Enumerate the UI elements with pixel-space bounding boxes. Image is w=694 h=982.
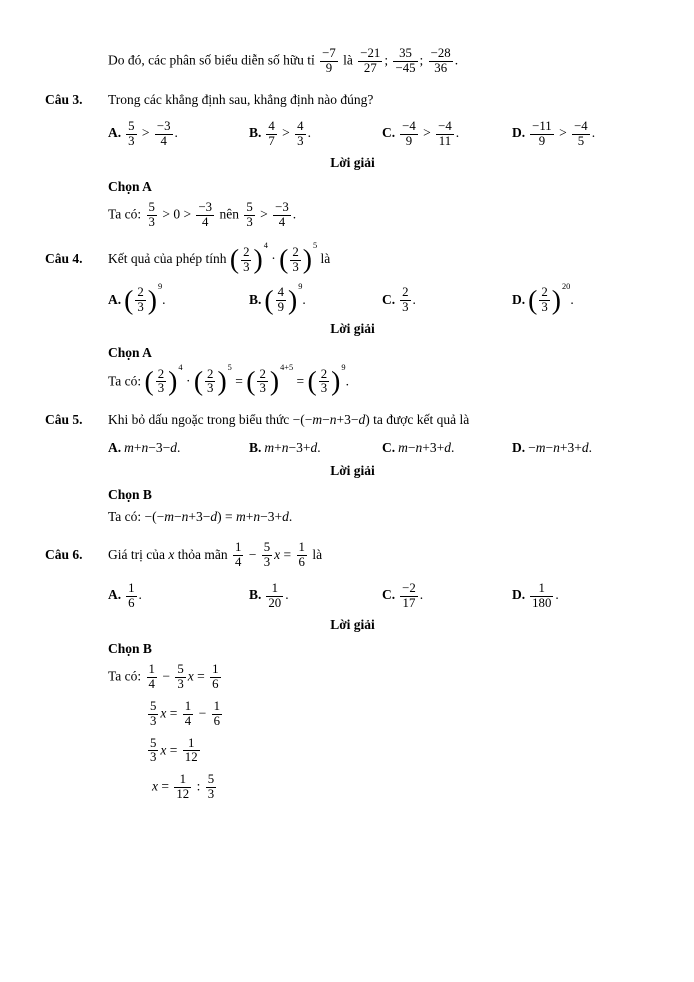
big-paren-open: ( [144,365,154,397]
fraction: $\frac{2}{3}$ [541,285,548,315]
fraction: $\frac{5}{3}$ [207,772,215,802]
option-key: A. [108,291,122,307]
fraction: $\frac{2}{3}$ [137,285,144,315]
fraction: $\frac{2}{3}$ [157,366,165,396]
option [382,285,512,316]
option [249,581,382,612]
fraction: $\frac{1}{12}$ [184,735,198,765]
exponent: 9 [157,281,163,291]
option [382,119,512,150]
fraction: $\frac{2}{3}$ [320,366,328,396]
option-key: C. [382,587,396,603]
fraction: $\frac{2}{3}$ [402,285,409,315]
option-key: C. [382,291,396,307]
option-key: B. [249,291,262,307]
big-paren-close: ) [253,243,263,275]
big-paren-close: ) [302,243,312,275]
solution-line: Ta có: $\frac{5}{3}$ > 0 > $\frac{-3}{4}$ nên $\frac{5}{3}$ > $\frac{-3}{4}$ . [108,200,297,229]
option-text: $\frac{4}{7}$ > $\frac{4}{3}$ . [268,118,311,148]
fraction: $\frac{2}{3}$ [292,244,299,274]
option [512,581,660,612]
solution-header: Lời giải [330,616,375,632]
fraction: $\frac{4}{7}$ [268,118,275,148]
fraction: $\frac{-3}{4}$ [275,200,289,229]
fraction: $\frac{5}{3}$ [128,118,135,148]
option [108,439,249,457]
big-paren-close: ) [331,365,341,397]
option-key: B. [249,125,262,141]
option-text: $\frac{-11}{9}$ > $\frac{-4}{5}$ . [532,118,596,148]
fraction: $\frac{-21}{27}$ [360,46,381,75]
question-text: Giá trị của x thỏa mãn $\frac{1}{4}$ − $\frac{5}{3}$ x = $\frac{1}{6}$ là [108,540,323,570]
question [45,241,660,276]
question-block-3 [45,91,660,231]
option [249,119,382,150]
option-key: B. [249,440,262,456]
option-text: $\frac{1}{6}$ . [128,581,142,610]
answer-choice: Chọn A [108,345,152,361]
fraction: $\frac{4}{9}$ [277,285,285,315]
option-text: m+n−3−d. [124,440,181,456]
solution-line: $\frac{5}{3}$ x = $\frac{1}{12}$ [150,735,198,765]
option-text: m−n+3+d. [398,440,455,456]
exponent: 4+5 [280,362,294,372]
question-block-4 [45,241,660,398]
option [382,581,512,612]
fraction: $\frac{-4}{5}$ [574,118,588,148]
big-paren-open: ( [307,365,317,397]
option [512,119,660,150]
option-key: C. [382,125,396,141]
answer-choice: Chọn B [108,486,152,502]
fraction: $\frac{5}{3}$ [150,735,157,765]
fraction: $\frac{2}{3}$ [259,366,266,396]
option [382,439,512,457]
exponent: 5 [312,241,318,251]
fraction: $\frac{-11}{9}$ [532,118,552,148]
big-paren-open: ( [528,283,538,315]
fraction: $\frac{4}{3}$ [297,118,304,148]
exponent: 20 [561,281,571,291]
question-text: Trong các khẳng định sau, khẳng định nào đúng? [108,91,374,107]
question [45,540,660,571]
fraction: $\frac{-28}{36}$ [430,46,451,75]
option-text: $\frac{1}{20}$ . [268,581,289,610]
question-block-6 [45,540,660,803]
question-label: Câu 5. [45,412,83,428]
option [249,439,382,457]
option-key: B. [249,587,262,603]
options-row [108,439,660,457]
option-key: A. [108,125,122,141]
question-text: Kết quả của phép tính ( $\frac{2}{3}$ )$^4$ · ( $\frac{2}{3}$ )$^5$ là [108,241,331,275]
fraction: $\frac{2}{3}$ [243,244,250,274]
solution-line: Ta có: −(−m−n+3−d) = m+n−3+d. [108,509,293,525]
fraction: $\frac{-3}{4}$ [156,118,171,148]
option-text: $\frac{-4}{9}$ > $\frac{-4}{11}$ . [402,118,460,148]
options-row [108,581,660,612]
fraction: $\frac{1}{6}$ [212,662,219,691]
fraction: $\frac{1}{12}$ [176,772,190,802]
big-paren-open: ( [279,243,289,275]
option-key: D. [512,440,526,456]
option-text: ( $\frac{4}{9}$ )$^9$. [264,281,306,315]
fraction: $\frac{5}{3}$ [263,540,271,570]
fraction: $\frac{1}{4}$ [148,662,155,691]
fraction: $\frac{5}{3}$ [177,662,184,691]
option-text: $\frac{2}{3}$ . [402,285,416,315]
answer-choice: Chọn B [108,640,152,656]
intro-line: Do đó, các phân số biểu diễn số hữu tỉ $\frac{-7}{9}$ là $\frac{-21}{27}$ ; $\frac{35}{-45}$ ; $\frac{-28}{36}$ . [108,46,459,75]
fraction: $\frac{-4}{11}$ [438,118,452,148]
option-key: A. [108,587,122,603]
solution-header: Lời giải [330,154,375,170]
fraction: $\frac{1}{4}$ [234,540,242,570]
fraction: $\frac{1}{20}$ [268,581,282,610]
option [108,281,249,316]
answer-choice: Chọn A [108,178,152,194]
big-paren-close: ) [168,365,178,397]
option [108,119,249,150]
exponent: 9 [341,362,346,372]
option [512,281,660,316]
exponent: 4 [263,241,268,251]
solution-line: Ta có: ( $\frac{2}{3}$ )$^4$ · ( $\frac{2}{3}$ )$^5$ = ( $\frac{2}{3}$ )$^{4+5}$ = ( $\frac{2}{3}$ )$^9$. [108,362,349,397]
fraction: $\frac{1}{180}$ [532,581,552,610]
option-key: D. [512,125,526,141]
fraction: $\frac{1}{6}$ [298,540,305,570]
option [108,581,249,612]
question-label: Câu 4. [45,251,83,267]
option-text: $\frac{5}{3}$ > $\frac{-3}{4}$ . [128,118,178,148]
question-block-5 [45,411,660,526]
exponent: 9 [298,281,303,291]
fraction: $\frac{1}{6}$ [213,698,220,728]
option-text: m+n−3+d. [264,440,321,456]
big-paren-open: ( [264,283,274,315]
exponent: 5 [227,362,232,372]
solution-line: $\frac{5}{3}$ x = $\frac{1}{4}$ − $\frac{1}{6}$ [150,698,220,728]
option-key: D. [512,587,526,603]
question-label: Câu 3. [45,91,83,107]
fraction: $\frac{1}{4}$ [184,698,192,728]
option-text: ( $\frac{2}{3}$ )$^9$. [124,281,166,315]
options-row [108,281,660,316]
solution-line: Ta có: $\frac{1}{4}$ − $\frac{5}{3}$ x = $\frac{1}{6}$ [108,662,219,691]
option-key: C. [382,440,396,456]
fraction: $\frac{1}{6}$ [128,581,135,610]
option-key: D. [512,291,526,307]
solution-line: x = $\frac{1}{12}$ : $\frac{5}{3}$ [152,772,215,802]
option-text: −m−n+3+d. [528,440,592,456]
fraction: $\frac{5}{3}$ [150,698,157,728]
big-paren-open: ( [124,283,134,315]
option [249,281,382,316]
big-paren-open: ( [193,365,204,397]
question [45,91,660,109]
fraction: $\frac{2}{3}$ [207,366,214,396]
big-paren-open: ( [246,365,256,397]
big-paren-close: ) [288,283,298,315]
big-paren-close: ) [217,365,227,397]
big-paren-close: ) [551,283,561,315]
fraction: $\frac{35}{-45}$ [395,46,416,75]
option-key: A. [108,440,122,456]
fraction: $\frac{-2}{17}$ [402,581,416,610]
fraction: $\frac{-3}{4}$ [198,200,213,229]
question [45,411,660,429]
big-paren-close: ) [147,283,157,315]
option [512,439,660,457]
option-text: $\frac{-2}{17}$ . [402,581,424,610]
solution-header: Lời giải [330,462,375,478]
fraction: $\frac{5}{3}$ [148,200,155,229]
question-text: Khi bỏ dấu ngoặc trong biểu thức −(−m−n+3−d) ta được kết quả là [108,412,470,428]
question-label: Câu 6. [45,546,83,562]
fraction: $\frac{5}{3}$ [246,200,253,229]
big-paren-open: ( [229,243,240,275]
option-text: $\frac{1}{180}$ . [532,581,559,610]
fraction: $\frac{-4}{9}$ [402,118,416,148]
fraction: $\frac{-7}{9}$ [322,46,336,75]
option-text: ( $\frac{2}{3}$ )$^{20}$. [528,281,574,315]
options-row [108,119,660,150]
exponent: 4 [178,362,183,372]
big-paren-close: ) [269,365,280,397]
solution-header: Lời giải [330,321,375,337]
